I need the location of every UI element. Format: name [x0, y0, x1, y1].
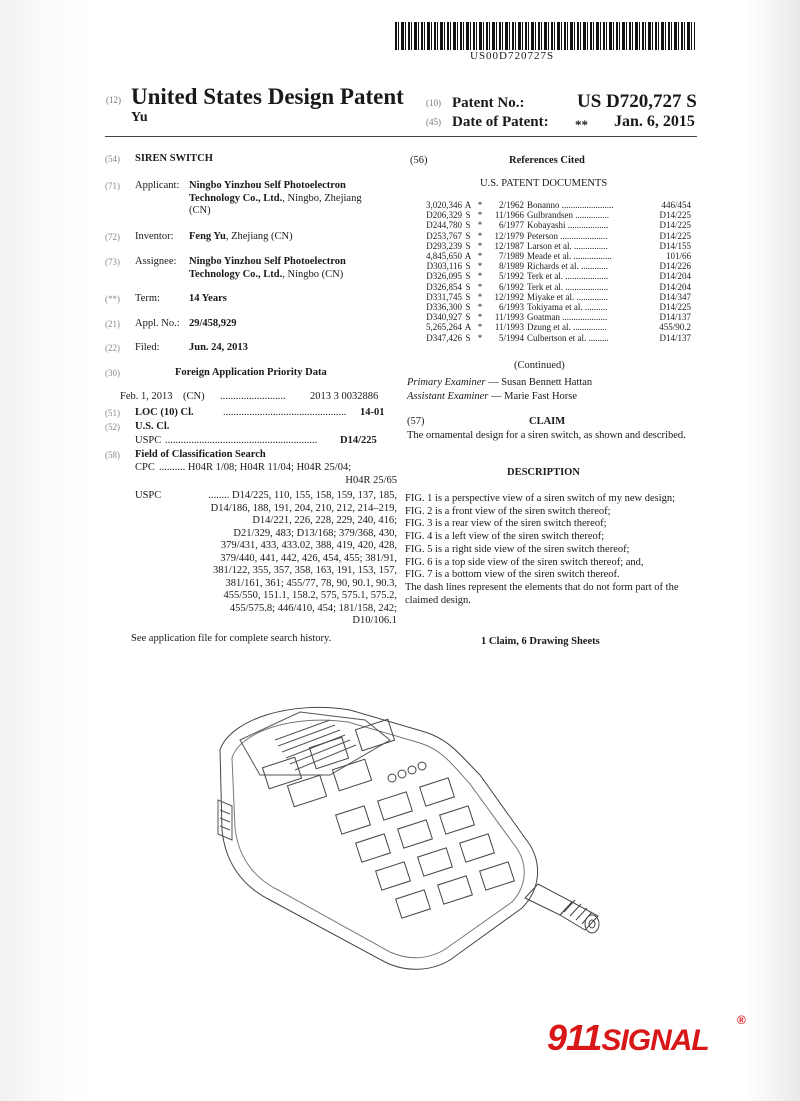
- uspc-dots: ..........................................................: [165, 435, 318, 446]
- term-value: 14 Years: [189, 293, 227, 304]
- ref-class: 101/66: [665, 251, 691, 262]
- ref-class: D14/155: [659, 240, 691, 251]
- assistant-examiner-name: — Marie Fast Horse: [488, 391, 578, 402]
- ref-class: D14/225: [659, 210, 691, 221]
- field-search-heading-row: [105, 449, 395, 463]
- cpc-line1: .......... H04R 1/08; H04R 11/04; H04R 25/04;: [159, 462, 352, 473]
- uspc-label: USPC: [135, 435, 162, 446]
- ref-date: 6/1993: [498, 302, 524, 313]
- ref-dots: ..............: [576, 291, 608, 302]
- foreign-number: 2013 3 0032886: [310, 391, 379, 402]
- foreign-date: Feb. 1, 2013: [120, 391, 173, 402]
- ref-number: D326,095: [426, 271, 462, 282]
- applicant-field: [105, 180, 395, 220]
- ref-class: D14/137: [659, 332, 691, 343]
- ref-number: 5,265,264: [426, 322, 462, 333]
- top-key: [287, 775, 326, 806]
- ref-star: *: [477, 251, 483, 262]
- fig-label: FIG. 5: [405, 543, 433, 555]
- fig-label: FIG. 2: [405, 505, 433, 517]
- ref-class: D14/137: [659, 312, 691, 323]
- logo-number: 911: [547, 1017, 602, 1058]
- filed-code: (22): [105, 343, 120, 353]
- side-grip: [218, 800, 232, 840]
- ref-dots: .......................: [561, 200, 614, 210]
- assistant-examiner: [407, 391, 577, 404]
- uspc-line: D14/221, 226, 228, 229, 240, 416;: [252, 515, 397, 526]
- figure-line: [405, 493, 695, 506]
- figure-descriptions: [405, 493, 695, 607]
- ref-name: [527, 200, 637, 210]
- fig-label: FIG. 1: [405, 493, 433, 504]
- ref-name-text: Larson et al.: [527, 240, 572, 251]
- reference-row: [418, 282, 691, 292]
- patent-no-value: US D720,727 S: [577, 91, 697, 112]
- fig-text: is a bottom view of the siren switch thereof.: [432, 569, 620, 581]
- brand-logo: [547, 1017, 709, 1059]
- date-of-patent-value: Jan. 6, 2015: [614, 113, 695, 130]
- code-10: (10): [426, 98, 441, 108]
- barcode-image: [395, 22, 695, 50]
- ref-class: D14/204: [659, 281, 691, 292]
- uspc-line: 379/431, 433, 433.02, 388, 419, 420, 428,: [220, 540, 397, 551]
- reference-row: [418, 251, 691, 261]
- field-code: (58): [105, 450, 120, 460]
- field-search-heading: Field of Classification Search: [135, 449, 266, 460]
- top-key: [332, 759, 371, 790]
- uspc-line: D14/186, 188, 191, 204, 210, 212, 214–219,: [210, 502, 397, 514]
- ref-name: [527, 333, 637, 343]
- uspc-value: D14/225: [340, 435, 377, 446]
- ref-dots: ....................: [562, 312, 608, 323]
- ref-kind: S: [465, 261, 471, 272]
- date-of-patent-label: Date of Patent:: [452, 114, 549, 130]
- applicant-line2-bold: Technology Co., Ltd.: [189, 192, 283, 204]
- figure-line: [405, 531, 695, 544]
- patent-no-label: Patent No.:: [452, 95, 525, 111]
- ref-dots: ...............: [575, 210, 609, 221]
- ref-class: D14/225: [659, 302, 691, 313]
- assignee-line2-rest: , Ningbo (CN): [282, 268, 344, 280]
- ref-class: D14/225: [659, 220, 691, 231]
- uscl-label: U.S. Cl.: [135, 421, 170, 432]
- date-star: **: [575, 117, 588, 132]
- ref-number: D253,767: [426, 230, 462, 241]
- registered-mark: ®: [737, 1013, 746, 1027]
- filed-field: [105, 342, 395, 356]
- ref-kind: S: [465, 220, 471, 231]
- ref-dots: .................: [573, 251, 612, 262]
- reference-row: [418, 271, 691, 281]
- document-title: United States Design Patent: [131, 84, 404, 109]
- figure-line: [405, 518, 695, 531]
- reference-row: [418, 220, 691, 230]
- ref-name: [527, 282, 637, 292]
- loc-field: [105, 407, 395, 421]
- uspc-line: 455/575.8; 446/410, 454; 181/158, 242;: [229, 602, 397, 614]
- ref-date: 12/1979: [494, 230, 524, 241]
- assistant-examiner-label: Assistant Examiner: [407, 391, 489, 402]
- assignee-line1: Ningbo Yinzhou Self Photoelectron: [189, 256, 346, 267]
- uscl-code: (52): [105, 422, 120, 432]
- ref-date: 11/1993: [494, 312, 524, 323]
- ref-number: D336,300: [426, 302, 462, 313]
- ref-star: *: [477, 271, 483, 282]
- ref-kind: A: [464, 322, 472, 333]
- ref-class: D14/225: [659, 230, 691, 241]
- reference-row: [418, 210, 691, 220]
- ref-kind: S: [465, 230, 471, 241]
- dash-note: The dash lines represent the elements that do not form part of the claimed design.: [405, 581, 679, 606]
- description-heading: DESCRIPTION: [507, 467, 580, 478]
- filed-value: Jun. 24, 2013: [189, 342, 248, 353]
- ref-kind: S: [465, 271, 471, 282]
- ref-name-text: Meade et al.: [527, 251, 572, 262]
- reference-row: [418, 200, 691, 210]
- claim-heading: CLAIM: [529, 416, 566, 427]
- ref-star: *: [477, 312, 483, 323]
- title-field: [105, 153, 395, 167]
- uspc-line: 455/550, 151.1, 158.2, 575, 575.1, 575.2,: [223, 590, 397, 601]
- ref-date: 11/1966: [494, 210, 524, 221]
- ref-kind: S: [465, 312, 471, 323]
- reference-row: [418, 312, 691, 322]
- ref-kind: A: [464, 251, 472, 262]
- claims-sheets: 1 Claim, 6 Drawing Sheets: [481, 636, 600, 647]
- ref-number: D340,927: [426, 312, 462, 323]
- cpc-label: CPC: [135, 462, 155, 473]
- applicant-label: Applicant:: [135, 180, 180, 191]
- ref-number: D326,854: [426, 281, 462, 292]
- foreign-code: (30): [105, 368, 120, 378]
- ref-name-text: Bonanno: [527, 200, 560, 210]
- ref-date: 12/1992: [494, 291, 524, 302]
- inventor-location: , Zhejiang (CN): [225, 231, 293, 242]
- ref-name: [527, 231, 637, 241]
- foreign-priority-entry: [120, 391, 388, 405]
- ref-star: *: [477, 302, 483, 313]
- ref-name: [527, 292, 637, 302]
- ref-class: D14/347: [659, 291, 691, 302]
- primary-examiner: [407, 377, 592, 390]
- ref-star: *: [477, 200, 483, 210]
- uspc-line: 381/161, 361; 455/77, 78, 90, 90.1, 90.3,: [225, 577, 397, 589]
- ref-name: [527, 271, 637, 281]
- figure-line: [405, 557, 695, 570]
- ref-date: 7/1989: [498, 251, 524, 262]
- inventor-name: Feng Yu: [189, 231, 226, 242]
- ref-name: [527, 322, 637, 332]
- uspc-line: 381/122, 355, 357, 358, 163, 191, 153, 157,: [212, 565, 397, 576]
- claim-code: (57): [407, 416, 425, 427]
- ref-star: *: [477, 322, 483, 333]
- us-patent-documents-heading: U.S. PATENT DOCUMENTS: [480, 178, 608, 189]
- continued-note: (Continued): [514, 360, 565, 371]
- ref-number: D206,329: [426, 210, 462, 221]
- assignee-field: [105, 256, 395, 284]
- fig-label: FIG. 3: [405, 518, 433, 530]
- ref-name-text: Terk et al.: [527, 271, 564, 282]
- ref-dots: ..................: [567, 220, 609, 231]
- uspc-line: D21/329, 483; D13/168; 379/368, 430,: [233, 527, 397, 539]
- ref-number: D293,239: [426, 240, 462, 251]
- reference-row: [418, 333, 691, 343]
- ref-name: [527, 261, 637, 271]
- loc-value: 14-01: [360, 407, 385, 418]
- ref-name: [527, 210, 637, 220]
- loc-dots: ...............................................: [223, 407, 347, 418]
- ref-class: 446/454: [661, 200, 691, 210]
- uspc-line: D10/106.1: [352, 615, 397, 626]
- uspc-search-field: [135, 490, 397, 630]
- ref-name-text: Dzung et al.: [527, 322, 571, 333]
- top-key: [309, 737, 348, 768]
- ref-date: 11/1993: [494, 322, 524, 333]
- fig-text: is a right side view of the siren switch thereof;: [432, 543, 630, 555]
- reference-row: [418, 261, 691, 271]
- ref-name-text: Culbertson et al.: [527, 332, 587, 343]
- references-cited-heading: References Cited: [509, 155, 585, 166]
- fig-text: is a front view of the siren switch thereof;: [432, 505, 611, 517]
- ref-number: D331,745: [426, 291, 462, 302]
- ref-name: [527, 302, 637, 312]
- ref-star: *: [477, 230, 483, 241]
- ref-star: *: [477, 332, 483, 343]
- ref-star: *: [477, 281, 483, 292]
- ref-name-text: Terk et al.: [527, 281, 564, 292]
- ref-kind: S: [465, 302, 471, 313]
- ref-star: *: [477, 291, 483, 302]
- ref-date: 6/1977: [498, 220, 524, 231]
- ref-number: D347,426: [426, 332, 462, 343]
- ref-star: *: [477, 261, 483, 272]
- ref-kind: A: [464, 200, 472, 210]
- primary-examiner-label: Primary Examiner: [407, 377, 486, 388]
- ref-kind: S: [465, 332, 471, 343]
- device-inner-edge: [232, 720, 524, 958]
- cable-connector: [525, 884, 599, 933]
- uspc-field: [135, 435, 395, 449]
- barcode-number: US00D720727S: [470, 50, 555, 62]
- reference-row: [418, 322, 691, 332]
- appl-label: Appl. No.:: [135, 318, 180, 329]
- fig-text: is a rear view of the siren switch thereof;: [432, 518, 607, 530]
- title-code: (54): [105, 154, 120, 164]
- ref-kind: S: [465, 210, 471, 221]
- ref-number: 3,020,346: [426, 200, 462, 210]
- applicant-code: (71): [105, 181, 120, 191]
- ref-name: [527, 220, 637, 230]
- uspc-line: 379/440, 441, 442, 426, 454, 455; 381/91,: [220, 552, 397, 564]
- fig-label: FIG. 4: [405, 531, 433, 543]
- ref-date: 12/1987: [494, 240, 524, 251]
- ref-class: D14/226: [659, 261, 691, 272]
- ref-dots: ............: [580, 261, 608, 272]
- appl-code: (21): [105, 319, 120, 329]
- ref-name-text: Kobayashi: [527, 220, 566, 231]
- uspc2-label: USPC: [135, 490, 162, 501]
- ref-name-text: Miyake et al.: [527, 291, 575, 302]
- assignee-line2-bold: Technology Co., Ltd.: [189, 268, 283, 280]
- keypad: [336, 778, 515, 918]
- ref-name-text: Richards et al.: [527, 261, 579, 272]
- ref-class: D14/204: [659, 271, 691, 282]
- inventor-label: Inventor:: [135, 231, 174, 242]
- ref-dots: ..........: [584, 302, 608, 313]
- reference-row: [418, 292, 691, 302]
- ref-number: D303,116: [426, 261, 462, 272]
- figure-line: [405, 506, 695, 519]
- appl-no-field: [105, 318, 395, 332]
- ref-kind: S: [465, 281, 471, 292]
- inventor-code: (72): [105, 232, 120, 242]
- reference-row: [418, 231, 691, 241]
- loc-label: LOC (10) Cl.: [135, 407, 194, 418]
- ref-dots: .........: [588, 332, 609, 343]
- references-table: [418, 200, 691, 343]
- ref-name-text: Gulbrandsen: [527, 210, 573, 221]
- fig-label: FIG. 7: [405, 569, 433, 581]
- logo-word: SIGNAL: [601, 1024, 709, 1057]
- ref-name-text: Goatman: [527, 312, 560, 323]
- ref-class: 455/90.2: [659, 322, 691, 333]
- reference-row: [418, 241, 691, 251]
- loc-code: (51): [105, 408, 120, 418]
- term-code: (**): [105, 294, 120, 304]
- ref-date: 8/1989: [498, 261, 524, 272]
- code-45: (45): [426, 117, 441, 127]
- fig-label: FIG. 6: [405, 556, 433, 568]
- figure-line: [405, 544, 695, 557]
- figure-line: [405, 569, 695, 582]
- ref-name-text: Tokiyama et al.: [527, 302, 583, 313]
- applicant-line3: (CN): [189, 205, 211, 216]
- claim-text: The ornamental design for a siren switch, as shown and described.: [407, 430, 686, 441]
- ref-dots: ...................: [565, 281, 609, 292]
- reference-row: [418, 302, 691, 312]
- inventor-field: [105, 231, 395, 245]
- ref-dots: ...................: [565, 271, 609, 282]
- foreign-priority-heading-row: [105, 367, 395, 381]
- siren-switch-drawing: [180, 680, 620, 980]
- term-label: Term:: [135, 293, 160, 304]
- ref-dots: .....................: [560, 230, 608, 241]
- design-title: SIREN SWITCH: [135, 153, 213, 164]
- ref-date: 5/1992: [498, 271, 524, 282]
- ref-dots: ...............: [572, 322, 607, 333]
- ref-name-text: Peterson: [527, 230, 558, 241]
- uspc-line: ........ D14/225, 110, 155, 158, 159, 137, 185,: [208, 490, 397, 501]
- cpc-field: [135, 462, 397, 490]
- term-field: [105, 293, 395, 307]
- foreign-dots: .........................: [220, 391, 286, 402]
- filed-label: Filed:: [135, 342, 160, 353]
- applicant-line2-rest: , Ningbo, Zhejiang: [282, 192, 362, 204]
- ref-star: *: [477, 210, 483, 221]
- ref-name: [527, 241, 637, 251]
- cpc-line2: H04R 25/65: [345, 474, 397, 486]
- primary-examiner-name: — Susan Bennett Hattan: [485, 377, 593, 388]
- ref-date: 5/1994: [498, 332, 524, 343]
- foreign-priority-heading: Foreign Application Priority Data: [175, 367, 327, 378]
- top-key: [355, 719, 394, 750]
- code-12: (12): [106, 95, 121, 105]
- us-cl-field: [105, 421, 395, 435]
- inventor-surname: Yu: [131, 110, 148, 125]
- ref-date: 6/1992: [498, 281, 524, 292]
- ref-kind: S: [465, 240, 471, 251]
- header-divider: [105, 136, 697, 137]
- ref-date: 2/1962: [498, 200, 524, 210]
- refs-code-text: (56): [410, 155, 428, 166]
- appl-value: 29/458,929: [189, 318, 237, 329]
- ref-number: D244,780: [426, 220, 462, 231]
- fig-text: is a perspective view of a siren switch of my new design;: [432, 493, 676, 504]
- assignee-code: (73): [105, 257, 120, 267]
- assignee-label: Assignee:: [135, 256, 177, 267]
- applicant-line1: Ningbo Yinzhou Self Photoelectron: [189, 180, 346, 191]
- ref-kind: S: [465, 291, 471, 302]
- fig-text: is a top side view of the siren switch thereof; and,: [432, 556, 644, 568]
- refs-code: [410, 155, 428, 168]
- search-history-note: See application file for complete search history.: [131, 633, 332, 644]
- ref-number: 4,845,650: [426, 251, 462, 262]
- fig-text: is a left view of the siren switch thereof;: [432, 531, 605, 543]
- uspc-search-lines: [135, 490, 397, 628]
- ref-name: [527, 312, 637, 322]
- ref-star: *: [477, 220, 483, 231]
- ref-name: [527, 251, 637, 261]
- ref-star: *: [477, 240, 483, 251]
- ref-dots: ...............: [573, 240, 608, 251]
- foreign-country: (CN): [183, 391, 205, 402]
- led-indicators: [388, 762, 426, 782]
